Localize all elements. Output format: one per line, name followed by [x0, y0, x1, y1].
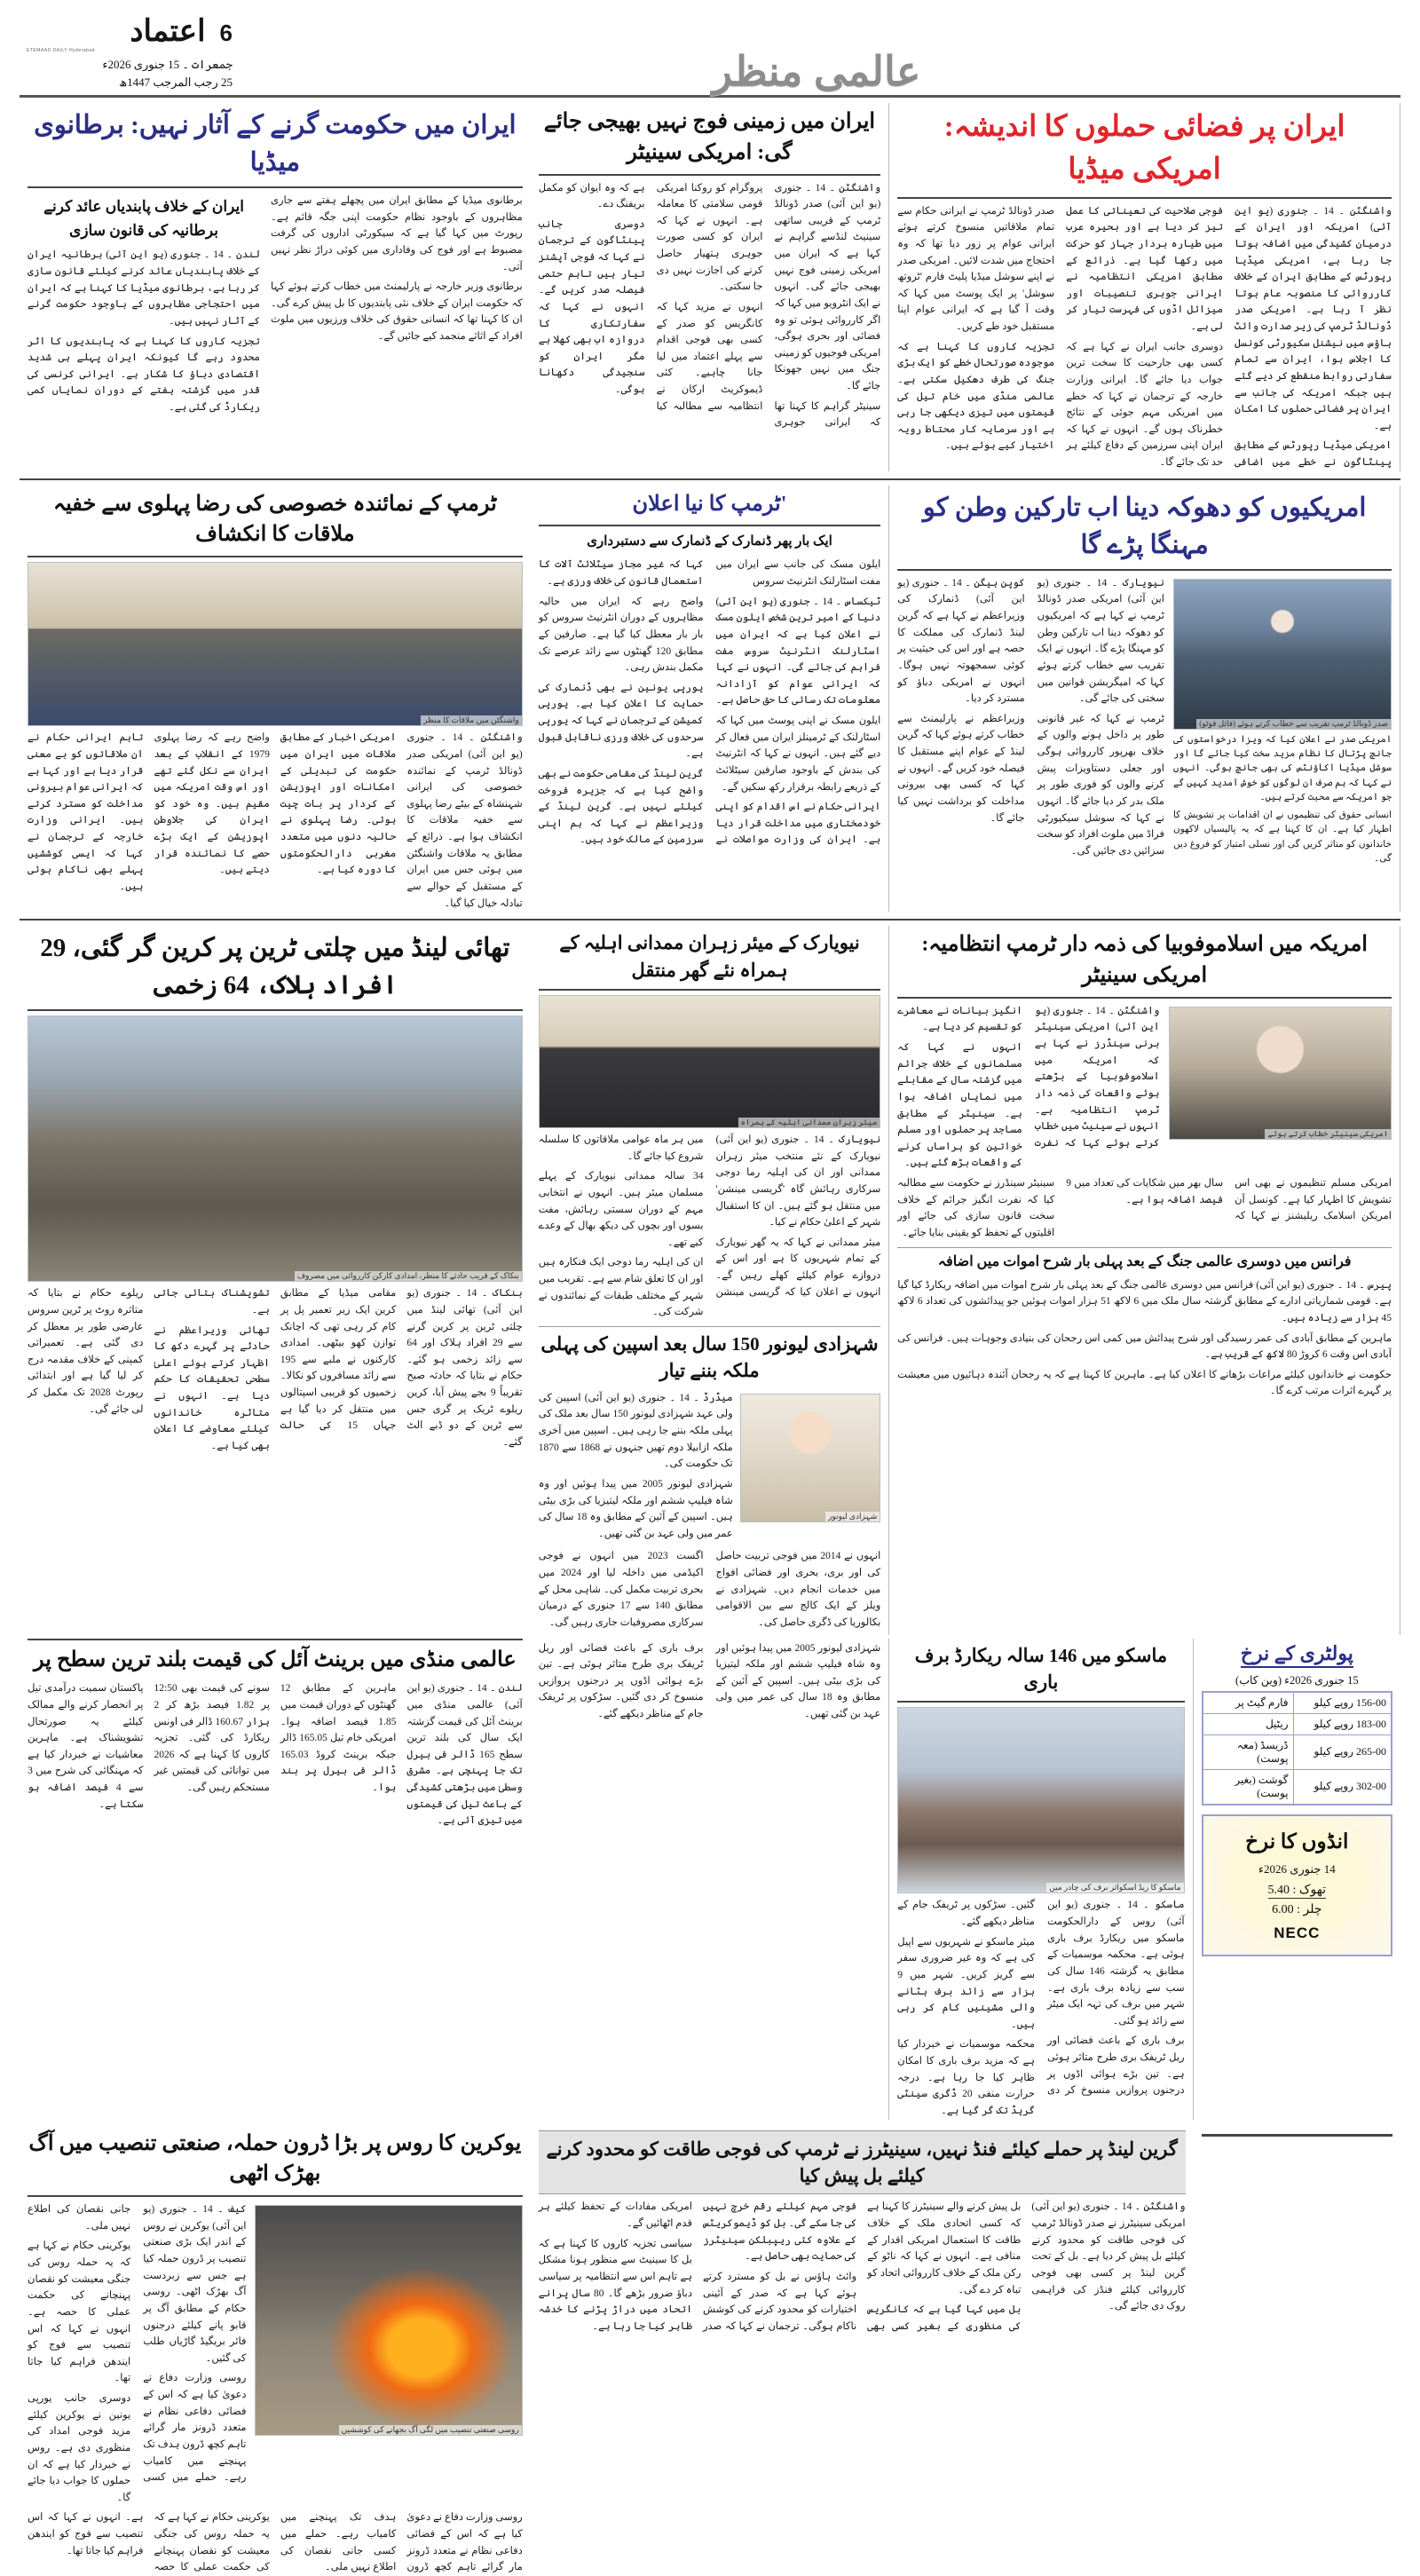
egg-wholesale-label: تھوک : [1292, 1883, 1327, 1897]
paragraph: محکمہ موسمیات نے خبردار کیا ہے کہ مزید برف باری کا امکان ظاہر کیا جا رہا ہے۔ درجہ حرارت منفی 20 ڈگری سینٹی گریڈ تک گر گیا ہے۔ [897, 2039, 1035, 2116]
paragraph: گرین لینڈ کی مقامی حکومت نے بھی واضح کیا ہے کہ جزیرہ فروخت کیلئے نہیں ہے۔ گرین لینڈ کے وزیراعظم نے کہا کہ ہم اپنی سرزمین کے مالک خود ہیں۔ [538, 768, 704, 846]
headline-islamophobia: امریکہ میں اسلاموفوبیا کی ذمہ دار ٹرمپ انتظامیہ: امریکی سینیٹر [921, 933, 1368, 987]
headline-mamdani: نیویارک کے میئر زہران ممدانی اہلیہ کے ہمراہ نئے گھر منتقل [559, 932, 860, 981]
table-row [1203, 1713, 1392, 1734]
paragraph: میئر ممدانی نے کہا کہ یہ گھر نیویارک کے تمام شہریوں کا ہے اور اس کے دروازے عوام کیلئے کھلے رہیں گے۔ انہوں نے اعلان کیا کہ گریسی مینشن میں ہر ماہ عوامی ملاقاتوں کا سلسلہ شروع کیا جائے گا۔ [538, 1134, 881, 1298]
headline-trump-migrants: امریکیوں کو دھوکہ دینا اب تارکین وطن کو مہنگا پڑے گا [922, 493, 1367, 559]
paragraph: دوسری جانب یورپی یونین نے یوکرین کیلئے مزید فوجی امداد کی منظوری دی ہے۔ روس نے خبردار کیا ہے کہ ان حملوں کا جواب دیا جائے گا۔ [28, 2393, 131, 2503]
headline-ukraine-drone: یوکرین کا روس پر بڑا ڈرون حملہ، صنعتی تنصیب میں آگ بھڑک اٹھی [28, 2131, 522, 2186]
article-mamdani [531, 926, 890, 1634]
paragraph: ایلون مسک نے اپنی پوسٹ میں کہا کہ اسٹارلنک کے ٹرمینلز ایران میں فعال کر دیے گئے ہیں۔ انہوں نے کہا کہ انٹرنیٹ کی بندش کے باوجود صارفین سیٹلائٹ کے ذریعے رابطہ برقرار رکھ سکیں گے۔ [715, 715, 881, 793]
section-title-block [233, 48, 1400, 94]
egg-retail-value: 6.00 [1272, 1902, 1294, 1916]
poultry-label: فارم گیٹ پر [1203, 1692, 1293, 1714]
paragraph: میئر ماسکو نے شہریوں سے اپیل کی ہے کہ وہ غیر ضروری سفر سے گریز کریں۔ شہر میں 9 ہزار سے زائد برف ہٹانے والی مشینیں کام کر رہی ہیں۔ [897, 1936, 1035, 2030]
article-trump-migrants [889, 486, 1400, 912]
masthead-brand-block [20, 16, 233, 93]
paragraph: تجزیہ کاروں کا کہنا ہے کہ پابندیوں کا اثر محدود رہے گا کیونکہ ایران پہلے ہی شدید اقتصادی دباؤ کا شکار ہے۔ ایرانی کرنسی کی قدر میں گزشتہ ہفتے کے دوران نمایاں کمی ریکارڈ کی گئی ہے۔ [28, 336, 260, 414]
poultry-value: 183-00 روپے کیلو [1293, 1713, 1392, 1734]
paragraph: روسی وزارت دفاع نے دعویٰ کیا ہے کہ اس کے فضائی دفاعی نظام نے متعدد ڈرونز مار گرائے تاہم کچھ ڈرون ہدف تک پہنچنے میں کامیاب رہے۔ حملے میں کسی جانی نقصان کی اطلاع نہیں ملی۔ [280, 2512, 523, 2573]
poultry-value: 302-00 روپے کیلو [1293, 1769, 1392, 1805]
paragraph: ایلون مسک کی جانب سے ایران میں مفت اسٹارلنک انٹرنیٹ سروس [715, 559, 881, 588]
paragraph: وزیراعظم نے پارلیمنٹ سے خطاب کرتے ہوئے کہا کہ گرین لینڈ کے عوام اپنے مستقبل کا فیصلہ خود کریں گے۔ انہوں نے کہا کہ کسی بھی بیرونی مداخلت کو برداشت نہیں کیا جائے گا۔ [897, 713, 1025, 824]
headline-trump-pahlavi: ٹرمپ کے نمائندہ خصوصی کی رضا پہلوی سے خفیہ ملاقات کا انکشاف [53, 492, 497, 547]
photo-caption: صدر ڈونالڈ ٹرمپ تقریب سے خطاب کرتے ہوئے (فائل فوٹو) [1196, 719, 1391, 729]
brand-name: اعتماد [130, 14, 206, 48]
paragraph: پیرس ۔ 14 ۔ جنوری (یو این آئی) فرانس میں دوسری عالمی جنگ کے بعد پہلی بار شرح اموات میں اضافہ ریکارڈ کیا گیا ہے۔ قومی شماریاتی ادارے کے مطابق گزشتہ سال ملک میں 6 لاکھ 51 ہزار اموات ہوئیں جو پیدائشوں کی تعداد 6 لاکھ 45 ہزار سے زیادہ ہیں۔ [897, 1279, 1392, 1324]
egg-rates-title: انڈوں کا نرخ [1245, 1829, 1349, 1853]
photo-pahlavi-meeting [28, 562, 523, 726]
body-iran-air-strikes [897, 203, 1392, 471]
paragraph: یوکرینی حکام نے کہا ہے کہ یہ حملہ روس کی جنگی معیشت کو نقصان پہنچانے کی حکمت عملی کا حصہ ہے۔ انہوں نے کہا کہ اس تنصیب سے فوج کو ایندھن فراہم کیا جاتا تھا۔ [28, 2512, 270, 2573]
egg-wholesale-row [1211, 1883, 1384, 1898]
egg-rates-box [1202, 1814, 1392, 1956]
body-no-ground-troops [539, 180, 881, 431]
photo-caption: امریکی سینیٹر خطاب کرتے ہوئے [1265, 1129, 1391, 1139]
poultry-label: ڈریسڈ (معہ پوست) [1203, 1734, 1293, 1769]
photo-ukraine-fire [255, 2205, 522, 2436]
rates-sidebar [1194, 1639, 1400, 2120]
poultry-label: ریٹیل [1203, 1713, 1293, 1734]
top-section [20, 103, 1400, 471]
egg-retail-label: چلر : [1297, 1902, 1322, 1916]
photo-caption: واشنگٹن میں ملاقات کا منظر [421, 715, 522, 725]
paragraph: کیف ۔ 14 ۔ جنوری (یو این آئی) یوکرین نے روس کے اندر ایک بڑی صنعتی تنصیب پر ڈرون حملہ کیا ہے جس سے زبردست آگ بھڑک اٹھی۔ روسی حکام کے مطابق آگ پر قابو پانے کیلئے درجنوں فائر بریگیڈ گاڑیاں طلب کی گئیں۔ [143, 2204, 247, 2364]
fifth-section [20, 2125, 1400, 2576]
paragraph: انہوں نے مزید کہا کہ کانگریس کو صدر کے کسی بھی فوجی اقدام سے پہلے اعتماد میں لیا جانا چاہیے۔ کئی ڈیموکریٹ ارکان نے انتظامیہ سے مطالبہ کیا ہے کہ وہ ایوان کو مکمل بریفنگ دے۔ [538, 182, 763, 412]
headline-no-ground-troops: ایران میں زمینی فوج نہیں بھیجی جائے گی: امریکی سینیٹر [543, 110, 876, 164]
poultry-rates-title: پولٹری کے نرخ [1241, 1642, 1353, 1668]
photo-mamdani-couple [539, 995, 881, 1128]
paragraph: دوسری جانب ایران نے کہا ہے کہ کسی بھی جارحیت کا سخت ترین جواب دیا جائے گا۔ ایرانی وزارت خارجہ کے ترجمان نے کہا کہ خطے میں امریکی مہم جوئی کے نتائج خطرناک ہوں گے۔ انہوں نے کہا کہ ایران اپنی سرزمین کے دفاع کیلئے ہر حد تک جائے گا۔ [1066, 341, 1224, 469]
rates-spacer [1194, 2125, 1400, 2576]
headline-iran-air-strikes: ایران پر فضائی حملوں کا اندیشہ: امریکی میڈیا [943, 111, 1345, 186]
paragraph: واشنگٹن ۔ 14 ۔ جنوری (یو این آئی) امریکی صدر ڈونالڈ ٹرمپ کے نمائندہ خصوصی کی ایرانی شہنشاہ کے بیٹے رضا پہلوی سے خفیہ ملاقات کا انکشاف ہوا ہے۔ ذرائع کے مطابق یہ ملاقات واشنگٹن میں ہوئی جس میں ایران کے مستقبل کے حوالے سے تبادلہ خیال کیا گیا۔ [406, 732, 523, 909]
paragraph: برطانوی میڈیا کے مطابق ایران میں پچھلے ہفتے سے جاری مظاہروں کے باوجود نظام حکومت اپنی جگہ قائم ہے۔ رپورٹ میں کہا گیا ہے کہ سیکورٹی اداروں کی گرفت مضبوط ہے اور فوج کی وفاداری میں کوئی دراڑ نظر نہیں آتی۔ [270, 195, 523, 273]
photo-senator [1169, 1007, 1392, 1140]
paragraph: ریلوے حکام نے بتایا کہ متاثرہ روٹ پر ٹرین سروس عارضی طور پر معطل کر دی گئی ہے۔ تعمیراتی کمپنی کے خلاف مقدمہ درج کر لیا گیا ہے اور ابتدائی رپورٹ 2028 تک مکمل کر لی جائے گی۔ [28, 1288, 144, 1415]
paragraph: برف باری کے باعث فضائی اور ریل ٹریفک بری طرح متاثر ہوئی ہے۔ تین بڑے ہوائی اڈوں پر درجنوں پروازیں منسوخ کر دی گئیں۔ سڑکوں پر ٹریفک جام کے مناظر دیکھے گئے۔ [897, 1900, 1185, 2097]
headline-trump-announcement: 'ٹرمپ کا نیا اعلان [632, 492, 787, 516]
subhead-denmark: ایک بار پھر ڈنمارک کے ڈنمارک سے دستبرداری [587, 534, 832, 549]
paragraph: ایرانی حکام نے اس اقدام کو اپنی خودمختاری میں مداخلت قرار دیا ہے۔ ایران کی وزارت مواصلات نے کہا کہ غیر مجاز سیٹلائٹ آلات کا استعمال قانون کی خلاف ورزی ہے۔ [538, 559, 881, 846]
paragraph: واضح رہے کہ ایران میں حالیہ مظاہروں کے دوران انٹرنیٹ سروس کو بار بار معطل کیا گیا ہے۔ صارفین کے مطابق 120 گھنٹوں سے زائد عرصے تک مکمل بندش رہی۔ [538, 596, 704, 674]
paragraph: روسی وزارت دفاع نے دعویٰ کیا ہے کہ اس کے فضائی دفاعی نظام نے متعدد ڈرونز مار گرائے تاہم کچھ ڈرون ہدف تک پہنچنے میں کامیاب رہے۔ حملے میں کسی جانی نقصان کی اطلاع نہیں ملی۔ [28, 2204, 247, 2484]
article-brent-oil [20, 1639, 531, 2120]
paragraph: امریکی صدر نے اعلان کیا کہ ویزا درخواستوں کی جانچ پڑتال کا نظام مزید سخت کیا جائے گا اور سوشل میڈیا اکاؤنٹس کی بھی جانچ ہوگی۔ انہوں نے کہا کہ ہم صرف ان لوگوں کو خوش آمدید کہیں گے جو امریکہ سے محبت کرتے ہیں۔ [1172, 734, 1392, 802]
photo-moscow-snow [897, 1707, 1184, 1893]
photo-caption: روسی صنعتی تنصیب میں لگی آگ بجھانے کی کوششیں [339, 2425, 522, 2435]
paragraph: اگست 2023 میں انہوں نے فوجی اکیڈمی میں داخلہ لیا اور 2024 میں بحری تربیت مکمل کی۔ شاہی محل کے مطابق 140 سے 17 جنوری کے درمیان سرکاری مصروفیات جاری رہیں گی۔ [538, 1551, 704, 1628]
paragraph: مقامی میڈیا کے مطابق کرین ایک زیر تعمیر پل پر کام کر رہی تھی کہ اچانک توازن کھو بیٹھی۔ امدادی کارکنوں نے ملبے سے 195 سے زائد مسافروں کو نکالا۔ زخمیوں کو قریبی اسپتالوں میں منتقل کر دیا گیا ہے جہاں 15 کی حالت تشویشناک بتائی جاتی ہے۔ [154, 1288, 397, 1432]
paragraph: تجزیہ کاروں کا کہنا ہے کہ موجودہ صورتحال خطے کو ایک بڑی جنگ کی طرف دھکیل سکتی ہے۔ عالمی منڈی میں خام تیل کی قیمتوں میں تیزی دیکھی جا رہی ہے اور سرمایہ کار محتاط رویہ اختیار کیے ہوئے ہیں۔ [897, 341, 1055, 452]
paragraph: تاہم ایرانی حکام نے ان ملاقاتوں کو بے معنی قرار دیا ہے اور کہا ہے کہ ایرانی عوام بیرونی مداخلت کو مسترد کرتے ہیں۔ ایرانی وزارت خارجہ کے ترجمان نے کہا کہ ایسی کوششیں پہلے بھی ناکام ہوئی ہیں۔ [28, 732, 144, 892]
photo-caption: ماسکو کا ریڈ اسکوائر برف کی چادر میں [1046, 1883, 1183, 1892]
headline-uk-no-collapse: ایران میں حکومت گرنے کے آثار نہیں: برطانوی میڈیا [34, 111, 517, 178]
page-number: 6 [219, 20, 233, 46]
photo-caption: میئر زہران ممدانی اہلیہ کے ہمراہ [738, 1118, 880, 1127]
paragraph: انہوں نے کہا کہ مسلمانوں کے خلاف جرائم میں گزشتہ سال کے مقابلے میں نمایاں اضافہ ہوا ہے۔ سینیٹر کے مطابق مساجد پر حملوں اور مسلم خواتین کو ہراساں کرنے کے واقعات بڑھ گئے ہیں۔ [897, 1042, 1022, 1169]
poultry-value: 265-00 روپے کیلو [1293, 1734, 1392, 1769]
article-trump-announcement [531, 486, 890, 912]
headline-brent-oil: عالمی منڈی میں برینٹ آئل کی قیمت بلند ترین سطح پر [34, 1648, 517, 1671]
paragraph: واشنگٹن ۔ 14 ۔ جنوری (یو این آئی) امریکہ اور ایران کے درمیان کشیدگی میں اضافہ ہوتا جا رہا ہے، امریکی میڈیا رپورٹس کے مطابق ایران کے خلاف کارروائی کا منصوبہ عام ہوتا نظر آ رہا ہے۔ امریکی صدر ڈونالڈ ٹرمپ کی زیر صدارت وائٹ ہاؤس میں نیشنل سکیورٹی کونسل کا اجلاس ہوا، ایران سے تمام سفارتی روابط منقطع کر دیے گئے ہیں جبکہ امریکہ کی جانب سے ایران پر فضائی حملوں کا امکان ہے۔ [1235, 205, 1392, 431]
paragraph: واشنگٹن ۔ 14 ۔ جنوری (یو این آئی) صدر ڈونالڈ ٹرمپ کے قریبی ساتھی سینیٹ لنڈسے گراہم نے کہا ہے کہ ایران میں امریکی زمینی فوج نہیں بھیجی جائے گی۔ انہوں نے ایک انٹرویو میں کہا کہ اگر کارروائی ہوئی تو وہ فضائی اور بحری ہوگی، امریکی فوجیوں کو زمینی جنگ میں نہیں جھونکا جائے گا۔ [774, 182, 881, 392]
headline-princess-leonor: شہزادی لیونور 150 سال بعد اسپین کی پہلی ملکہ بننے تیار [540, 1332, 879, 1382]
paragraph: انسانی حقوق کی تنظیموں نے ان اقدامات پر تشویش کا اظہار کیا ہے۔ ان کا کہنا ہے کہ یہ پالیسیاں لاکھوں خاندانوں کو متاثر کریں گی اور نسلی امتیاز کو فروغ دیں گی۔ [1172, 810, 1392, 864]
article-thai-train [20, 926, 531, 1634]
table-row [1203, 1692, 1392, 1714]
brand-subtitle: ETEMAAD DAILY Hyderabad [27, 48, 95, 53]
paragraph: بل میں کہا گیا ہے کہ کانگریس کی منظوری کے بغیر کسی بھی فوجی مہم کیلئے رقم خرچ نہیں کی جا سکے گی۔ بل کو ڈیموکریٹس کے علاوہ کئی ریپبلکن سینیٹرز کی حمایت بھی حاصل ہے۔ [702, 2201, 1022, 2332]
egg-wholesale-value: 5.40 [1267, 1883, 1290, 1897]
date-gregorian: جمعرات ۔ 15 جنوری 2026ء [102, 58, 233, 71]
article-islamophobia [889, 926, 1400, 1634]
headline-greenland-bill: گرین لینڈ پر حملے کیلئے فنڈ نہیں، سینیٹرز نے ٹرمپ کی فوجی طاقت کو محدود کرنے کیلئے بل پیش کیا [546, 2137, 1178, 2186]
paragraph: سینیٹر گراہم کا کہنا تھا کہ ایرانی جوہری پروگرام کو روکنا امریکی قومی سلامتی کا معاملہ ہے۔ انہوں نے کہا کہ ایران کو کسی صورت جوہری ہتھیار حاصل کرنے کی اجازت نہیں دی جا سکتی۔ [656, 182, 881, 429]
egg-source: NECC [1274, 1924, 1321, 1941]
table-row [1203, 1734, 1392, 1769]
uk-body-right [28, 193, 260, 420]
third-section [20, 926, 1400, 1634]
photo-trump-podium [1173, 579, 1392, 730]
second-section [20, 486, 1400, 912]
article-trump-pahlavi [20, 486, 531, 912]
article-moscow-snow [889, 1639, 1193, 2120]
masthead [20, 16, 1400, 98]
poultry-rates-date: 15 جنوری 2026ء (وین کاب) [1235, 1673, 1359, 1687]
paragraph: شہزادی لیونور 2005 میں پیدا ہوئیں اور وہ شاہ فیلیپ ششم اور ملکہ لیتیزیا کی بڑی بیٹی ہیں۔ اسپین کے آئین کے مطابق وہ 18 سال کی عمر میں ولی عہد بن گئی تھیں۔ [715, 1642, 881, 1720]
page-title: عالمی منظر [712, 48, 921, 94]
paragraph: نیویارک ۔ 14 ۔ جنوری (یو این آئی) نیویارک کے نئے منتخب میئر زہران ممدانی اور ان کی اہلیہ رما دوجی سرکاری رہائش گاہ 'گریسی مینشن' میں منتقل ہو گئے ہیں۔ ان کا استقبال شہر کے اعلیٰ حکام نے کیا۔ [715, 1134, 881, 1229]
paragraph: امریکی مسلم تنظیموں نے بھی اس تشویش کا اظہار کیا ہے۔ کونسل آن امریکن اسلامک ریلیشنز نے کہا کہ سال بھر میں شکایات کی تعداد میں 9 فیصد اضافہ ہوا ہے۔ [1066, 1178, 1392, 1222]
paragraph: بل پیش کرنے والے سینیٹرز کا کہنا ہے کہ کسی اتحادی ملک کے خلاف طاقت کا استعمال امریکی اقدار کے منافی ہے۔ انہوں نے کہا کہ ناٹو کے رکن ملک کے خلاف کارروائی اتحاد کو تباہ کر دے گی۔ [867, 2201, 1022, 2295]
paragraph: ماسکو ۔ 14 ۔ جنوری (یو این آئی) روس کے دارالحکومت ماسکو میں ریکارڈ برف باری ہوئی ہے۔ محکمہ موسمیات کے مطابق یہ گزشتہ 146 سال کی سب سے زیادہ برف باری ہے۔ شہر میں برف کی تہہ ایک میٹر سے زائد ہو گئی۔ [1046, 1900, 1185, 2027]
headline-moscow-snow: ماسکو میں 146 سالہ ریکارڈ برف باری [914, 1644, 1168, 1693]
paragraph: واشنگٹن ۔ 14 ۔ جنوری (یو این آئی) امریکی سینیٹر برنی سینڈرز نے کہا ہے کہ امریکہ میں اسلاموفوبیا کے بڑھتے ہوئے واقعات کی ذمہ دار ٹرمپ انتظامیہ ہے۔ انہوں نے سینیٹ میں خطاب کرتے ہوئے کہا کہ نفرت انگیز بیانات نے معاشرے کو تقسیم کر دیا ہے۔ [897, 1005, 1160, 1149]
subhead-uk: ایران کے خلاف پابندیاں عائد کرنے برطانیہ کی قانون سازی [43, 198, 244, 240]
paragraph: برطانوی وزیر خارجہ نے پارلیمنٹ میں خطاب کرتے ہوئے کہا کہ حکومت ایران کے خلاف نئی پابندیوں کا بل پیش کرے گی۔ ان کا کہنا تھا کہ انسانی حقوق کی خلاف ورزیوں میں ملوث افراد کے اثاثے منجمد کیے جائیں گے۔ [270, 281, 523, 343]
paragraph: ماہرین کے مطابق آبادی کی عمر رسیدگی اور شرح پیدائش میں کمی اس رجحان کی بنیادی وجوہات ہیں۔ فرانس کی آبادی اس وقت 6 کروڑ 80 لاکھ کے قریب ہے۔ [897, 1332, 1392, 1361]
paragraph: بنکاک ۔ 14 ۔ جنوری (یو این آئی) تھائی لینڈ میں چلتی ٹرین پر کرین گرنے سے 29 افراد ہلاک اور 64 سے زائد زخمی ہو گئے۔ حکام نے بتایا کہ حادثہ صبح تقریباً 9 بجے پیش آیا، کرین ریلوے ٹریک پر گری جس سے ٹرین کے دو ڈبے الٹ گئے۔ [406, 1288, 523, 1448]
paragraph: دوسری جانب پینٹاگون کے ترجمان نے کہا کہ فوجی آپشنز تیار ہیں تاہم حتمی فیصلہ صدر کریں گے۔ انہوں نے کہا کہ سفارتکاری کا دروازہ اب بھی کھلا ہے مگر ایران کو سنجیدگی دکھانا ہوگی۔ [538, 218, 645, 396]
paragraph: سیاسی تجزیہ کاروں کا کہنا ہے کہ بل کا سینیٹ سے منظور ہونا مشکل ہے تاہم اس سے انتظامیہ پر سیاسی دباؤ ضرور بڑھے گا۔ 80 سال پرانے اتحاد میں دراڑ پڑنے کا خدشہ ظاہر کیا جا رہا ہے۔ [538, 2238, 692, 2332]
paragraph: برف باری کے باعث فضائی اور ریل ٹریفک بری طرح متاثر ہوئی ہے۔ تین بڑے ہوائی اڈوں پر درجنوں پروازیں منسوخ کر دی گئیں۔ سڑکوں پر ٹریفک جام کے مناظر دیکھے گئے۔ [538, 1642, 704, 1720]
photo-caption: بنکاک کے قریب حادثے کا منظر، امدادی کارکن کارروائی میں مصروف [295, 1271, 522, 1281]
paragraph: ماہرین کے مطابق 12 گھنٹوں کے دوران قیمت میں 1.85 فیصد اضافہ ہوا۔ امریکی خام تیل 165.05 ڈالر جبکہ برینٹ کروڈ 165.03 ڈالر فی بیرل پر بند ہوا۔ [280, 1683, 397, 1794]
paragraph: لندن ۔ 14 ۔ جنوری (یو این آئی) عالمی منڈی میں برینٹ آئل کی قیمت گزشتہ ایک سال کی بلند ترین سطح 165 ڈالر فی بیرل تک جا پہنچی ہے۔ مشرق وسطیٰ میں بڑھتی کشیدگی کے باعث تیل کی قیمتوں میں تیزی آئی ہے۔ [406, 1683, 523, 1827]
egg-rates-date: 14 جنوری 2026ء [1258, 1861, 1336, 1876]
paragraph: صدر ڈونالڈ ٹرمپ نے ایرانی حکام سے تمام ملاقاتیں منسوخ کرتے ہوئے ایرانی عوام پر زور دیا تھا کہ وہ احتجاج میں شدت لائیں۔ امریکی صدر نے اپنے سوشل میڈیا پلیٹ فارم 'ٹروتھ سوشل' پر ایک پوسٹ میں کہا کہ وقت آ گیا ہے کہ ایرانی عوام اپنا مستقبل خود طے کریں۔ [897, 205, 1055, 333]
paragraph: امریکی اخبار کے مطابق ملاقات میں ایران میں حکومت کی تبدیلی کے امکانات اور اپوزیشن کے کردار پر بات چیت ہوئی۔ رضا پہلوی نے حالیہ دنوں میں متعدد مغربی دارالحکومتوں کا دورہ کیا ہے۔ [280, 732, 397, 876]
paragraph: تھائی وزیراعظم نے حادثے پر گہرے دکھ کا اظہار کرتے ہوئے اعلیٰ سطحی تحقیقات کا حکم دیا ہے۔ انہوں نے متاثرہ خاندانوں کیلئے معاوضے کا اعلان بھی کیا ہے۔ [154, 1324, 270, 1451]
paragraph: میڈرڈ ۔ 14 ۔ جنوری (یو این آئی) اسپین کی ولی عہد شہزادی لیونور 150 سال بعد ملک کی پہلی ملکہ بننے جا رہی ہیں۔ اسپین میں آخری ملکہ ازابیلا دوم تھیں جنہوں نے 1868 سے 1870 تک حکومت کی۔ [538, 1392, 733, 1470]
photo-train-wreck [28, 1015, 523, 1282]
headline-thai-train: تھائی لینڈ میں چلتی ٹرین پر کرین گر گئی، 29 افراد ہلاک، 64 زخمی [40, 934, 510, 1000]
paragraph: ٹیکساس ۔ 14 ۔ جنوری (یو این آئی) دنیا کے امیر ترین شخص ایلون مسک نے اعلان کیا ہے کہ ایران میں اسٹارلنک انٹرنیٹ سروس مفت فراہم کی جائے گی۔ انہوں نے کہا کہ ایرانی عوام کو آزادانہ معلومات تک رسائی کا حق حاصل ہے۔ [715, 596, 881, 707]
paragraph: یورپی یونین نے بھی ڈنمارک کی حمایت کا اعلان کیا ہے۔ یورپی کمیشن کے ترجمان نے کہا کہ یورپی سرحدوں کی خلاف ورزی ناقابل قبول ہے۔ [538, 682, 704, 760]
paragraph: سینیٹر سینڈرز نے حکومت سے مطالبہ کیا کہ نفرت انگیز جرائم کے خلاف سخت قانون سازی کی جائے اور اقلیتوں کے تحفظ کو یقینی بنایا جائے۔ [897, 1178, 1055, 1238]
paragraph: سونے کی قیمت بھی 12:50 پر 1.82 فیصد بڑھ کر 2 ہزار 160.67 ڈالر فی اونس ریکارڈ کی گئی۔ تجزیہ کاروں کا کہنا ہے کہ 2026 میں توانائی کی قیمتیں غیر مستحکم رہیں گی۔ [154, 1683, 270, 1794]
egg-retail-row [1211, 1902, 1384, 1917]
paragraph: واضح رہے کہ رضا پہلوی 1979 کے انقلاب کے بعد ایران سے نکل گئے تھے اور اس وقت امریکہ میں مقیم ہیں۔ وہ خود کو ایران کی جلاوطن اپوزیشن کے ایک بڑے حصے کا نمائندہ قرار دیتے ہیں۔ [154, 732, 270, 876]
uk-body-left [271, 193, 523, 420]
greenland-headline-band [539, 2130, 1186, 2195]
paragraph: نیویارک ۔ 14 ۔ جنوری (یو این آئی) امریکی صدر ڈونالڈ ٹرمپ نے کہا ہے کہ امریکیوں کو دھوکہ دینا اب تارکین وطن کو مہنگا پڑے گا۔ انہوں نے ایک تقریب سے خطاب کرتے ہوئے کہا کہ امیگریشن قوانین میں سختی کی جائے گی۔ [1037, 577, 1164, 705]
paragraph: واشنگٹن ۔ 14 ۔ جنوری (یو این آئی) امریکی سینیٹرز نے صدر ڈونالڈ ٹرمپ کی فوجی طاقت کو محدود کرنے کیلئے بل پیش کر دیا ہے۔ بل کے تحت گرین لینڈ پر کسی بھی فوجی کارروائی کیلئے فنڈز کی فراہمی روک دی جائے گی۔ [1031, 2201, 1186, 2312]
poultry-label: گوشت (بغیر پوست) [1203, 1769, 1293, 1805]
paragraph: پاکستان سمیت درآمدی تیل پر انحصار کرنے والے ممالک کیلئے یہ صورتحال تشویشناک ہے۔ ماہرین معاشیات نے خبردار کیا ہے کہ مہنگائی کی شرح میں 3 سے 4 فیصد اضافہ ہو سکتا ہے۔ [28, 1683, 144, 1810]
paragraph: انہوں نے 2014 میں فوجی تربیت حاصل کی اور بری، بحری اور فضائی افواج میں خدمات انجام دیں۔ شہزادی نے ویلز کے ایک کالج سے بین الاقوامی بکالوریا کی ڈگری حاصل کی۔ [715, 1551, 881, 1628]
body-france-deaths [897, 1277, 1392, 1400]
paragraph: یوکرینی حکام نے کہا ہے کہ یہ حملہ روس کی جنگی معیشت کو نقصان پہنچانے کی حکمت عملی کا حصہ ہے۔ انہوں نے کہا کہ اس تنصیب سے فوج کو ایندھن فراہم کیا جاتا تھا۔ [28, 2240, 131, 2384]
photo-caption: شہزادی لیونور [825, 1512, 880, 1521]
paragraph: امریکی میڈیا رپورٹس کے مطابق پینٹاگون نے خطے میں اضافی فوجی صلاحیت کی تعیناتی کا عمل تیز کر دیا ہے اور بحیرہ عرب میں طیارہ بردار جہاز کو حرکت میں رکھا گیا ہے۔ ذرائع کے مطابق امریکی انتظامیہ نے ایرانی جوہری تنصیبات اور میزائل اڈوں کی فہرست تیار کر لی ہے۔ [1066, 205, 1392, 469]
paragraph: کوپن ہیگن ۔ 14 ۔ جنوری (یو این آئی) ڈنمارک کی وزیراعظم نے کہا ہے کہ گرین لینڈ ڈنمارک کی مملکت کا حصہ ہے اور اس کی حیثیت پر کوئی سمجھوتہ نہیں ہوگا۔ انہوں نے امریکی دباؤ کو مسترد کر دیا۔ [897, 577, 1025, 705]
date-hijri: 25 رجب المرجب 1447ھ [119, 75, 233, 89]
paragraph: شہزادی لیونور 2005 میں پیدا ہوئیں اور وہ شاہ فیلیپ ششم اور ملکہ لیتیزیا کی بڑی بیٹی ہیں۔ اسپین کے آئین کے مطابق وہ 18 سال کی عمر میں ولی عہد بن گئی تھیں۔ [538, 1478, 733, 1539]
fourth-section [20, 1639, 1400, 2120]
photo-princess-leonor [740, 1394, 881, 1522]
article-uk-no-collapse [20, 103, 531, 471]
poultry-rates-table [1202, 1691, 1392, 1806]
paragraph: ان کی اہلیہ رما دوجی ایک فنکارہ ہیں اور ان کا تعلق شام سے ہے۔ تقریب میں شہر کے مختلف طبقات کے نمائندوں نے شرکت کی۔ [538, 1257, 704, 1318]
article-iran-air-strikes [889, 103, 1400, 471]
article-ukraine-drone [20, 2125, 531, 2576]
paragraph: حکومت نے خاندانوں کیلئے مراعات بڑھانے کا اعلان کیا ہے۔ ماہرین کا کہنا ہے کہ یہ رجحان آئندہ دہائیوں میں معیشت پر گہرے اثرات مرتب کرے گا۔ [897, 1369, 1392, 1397]
continuation-column [531, 1639, 890, 2120]
paragraph: لندن ۔ 14 ۔ جنوری (یو این آئی) برطانیہ ایران کے خلاف پابندیاں عائد کرنے کیلئے قانون سازی کر رہا ہے، برطانوی میڈیا کا کہنا ہے کہ ایران میں احتجاجی مظاہروں کے باوجود حکومت گرنے کے آثار نہیں ہیں۔ [28, 249, 260, 327]
paragraph: ٹرمپ نے کہا کہ غیر قانونی طور پر داخل ہونے والوں کے خلاف بھرپور کارروائی ہوگی اور جعلی دستاویزات پیش کرنے والوں کو فوری طور پر ملک بدر کر دیا جائے گا۔ انہوں نے کہا کہ سوشل سیکیورٹی فراڈ میں ملوث افراد کو سخت سزائیں دی جائیں گی۔ [1037, 713, 1164, 857]
table-row [1203, 1769, 1392, 1805]
paragraph: وائٹ ہاؤس نے بل کو مسترد کرتے ہوئے کہا ہے کہ صدر کے آئینی اختیارات کو محدود کرنے کی کوشش ناکام ہوگی۔ ترجمان نے کہا کہ صدر امریکی مفادات کے تحفظ کیلئے ہر قدم اٹھائیں گے۔ [538, 2201, 857, 2332]
headline-france-deaths: فرانس میں دوسری عالمی جنگ کے بعد پہلی بار شرح اموات میں اضافہ [937, 1253, 1352, 1269]
paragraph: 34 سالہ ممدانی نیویارک کے پہلے مسلمان میئر ہیں۔ انہوں نے انتخابی مہم کے دوران سستی رہائش، مفت بسوں اور بچوں کی دیکھ بھال کے وعدے کیے تھے۔ [538, 1171, 704, 1248]
article-greenland-bill [531, 2125, 1194, 2576]
article-no-ground-troops [531, 103, 890, 471]
poultry-value: 156-00 روپے کیلو [1293, 1692, 1392, 1714]
